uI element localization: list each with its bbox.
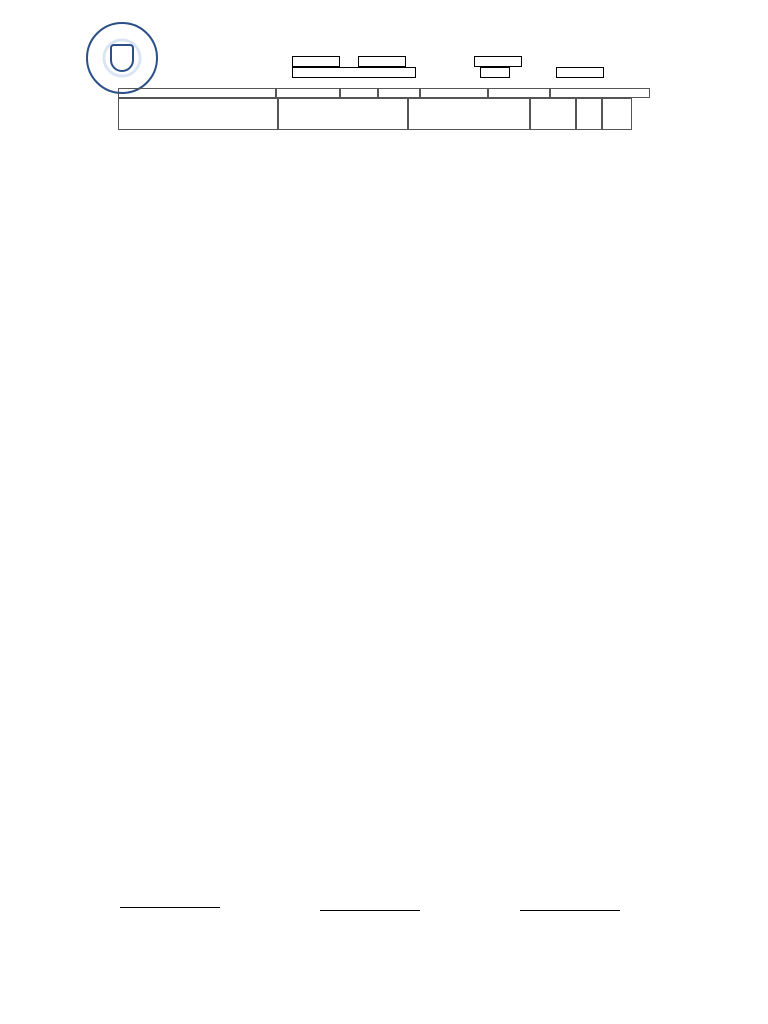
subject-label bbox=[488, 88, 550, 98]
deped-seal-logo bbox=[86, 22, 158, 94]
seal-torch-icon bbox=[110, 44, 134, 72]
quarter-label bbox=[118, 88, 276, 98]
learners-header bbox=[118, 98, 278, 130]
region-field[interactable] bbox=[292, 56, 340, 67]
quarterly-assessment-header bbox=[530, 98, 576, 130]
signature-teacher bbox=[120, 907, 220, 908]
deped-logo bbox=[550, 38, 640, 86]
subject-field[interactable] bbox=[550, 88, 650, 98]
grade-section-label bbox=[276, 88, 340, 98]
school-year-field[interactable] bbox=[556, 67, 604, 78]
signature-chairperson bbox=[320, 910, 420, 911]
written-works-header bbox=[278, 98, 408, 130]
quarterly-grade-header bbox=[602, 98, 632, 130]
division-field[interactable] bbox=[358, 56, 406, 67]
teacher-label bbox=[378, 88, 420, 98]
section-field[interactable] bbox=[340, 88, 378, 98]
teacher-field[interactable] bbox=[420, 88, 488, 98]
district-field[interactable] bbox=[474, 56, 522, 67]
school-name-field[interactable] bbox=[292, 67, 416, 78]
initial-grade-header bbox=[576, 98, 602, 130]
performance-tasks-header bbox=[408, 98, 530, 130]
signature-principal bbox=[520, 910, 620, 911]
school-id-field[interactable] bbox=[480, 67, 510, 78]
